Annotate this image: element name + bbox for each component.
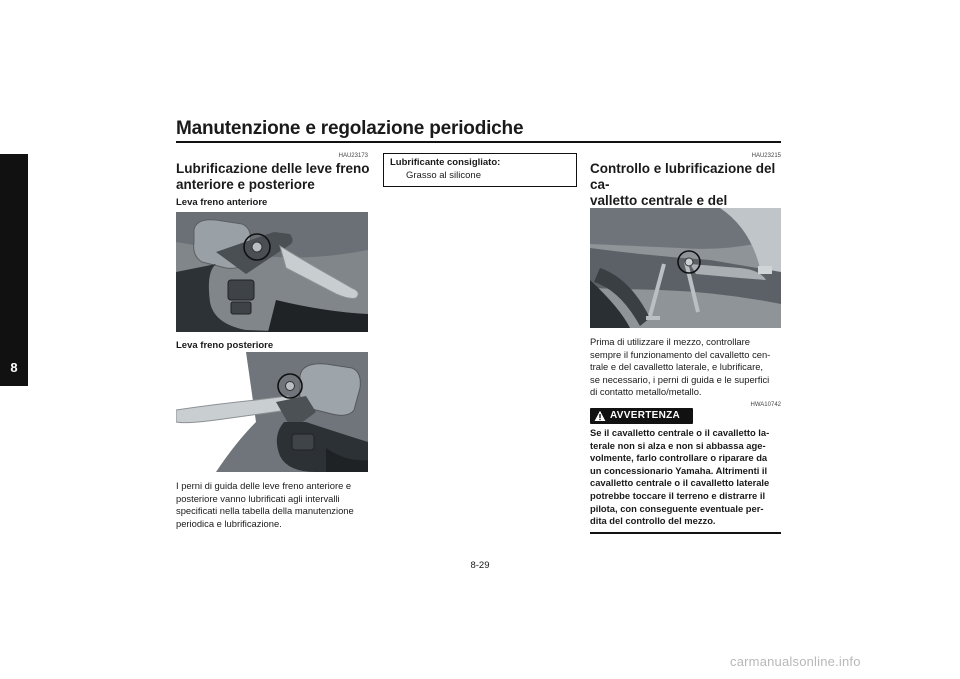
page-title: Manutenzione e regolazione periodiche [176, 118, 524, 139]
warning-line: pilota, con conseguente eventuale per- [590, 502, 764, 514]
paragraph-line: di contatto metallo/metallo. [590, 386, 702, 398]
heading-line: Lubrificazione delle leve freno [176, 161, 370, 176]
paragraph-line: posteriore vanno lubrificati agli intervalli [176, 492, 340, 504]
warning-line: cavalletto centrale o il cavalletto laterale [590, 477, 770, 489]
lubricant-box [383, 153, 577, 187]
paragraph-line: sempre il funzionamento del cavalletto cen- [590, 348, 771, 360]
warning-text [590, 427, 781, 528]
page-number: 8-29 [470, 560, 490, 571]
front-brake-lever-illustration [176, 212, 368, 332]
warning-label: AVVERTENZA [610, 410, 681, 421]
front-brake-lever-photo [176, 212, 368, 332]
lubricant-box-value: Grasso al silicone [406, 170, 481, 181]
heading-line: anteriore e posteriore [176, 177, 315, 192]
warning-badge [590, 408, 693, 424]
rear-lever-label: Leva freno posteriore [176, 340, 274, 351]
warning-triangle-icon [594, 410, 606, 422]
lever-paragraph [176, 480, 368, 530]
chapter-tab [0, 154, 28, 386]
chapter-number: 8 [10, 360, 18, 375]
rear-brake-lever-photo [176, 352, 368, 472]
title-rule [176, 141, 781, 143]
warning-line: un concessionario Yamaha. Altrimenti il [590, 464, 768, 476]
warning-code: HWA10742 [750, 402, 781, 408]
stand-illustration [590, 208, 781, 328]
warning-end-rule [590, 532, 781, 534]
front-lever-label: Leva freno anteriore [176, 197, 268, 208]
rear-brake-lever-illustration [176, 352, 368, 472]
section-heading [176, 161, 376, 193]
paragraph-line: periodica e lubrificazione. [176, 517, 282, 529]
lubricant-box-title: Lubrificante consigliato: [390, 157, 501, 168]
heading-line: Controllo e lubrificazione del ca- [590, 161, 776, 192]
warning-line: dita del controllo del mezzo. [590, 515, 716, 527]
stand-photo [590, 208, 781, 328]
warning-line: terale non si alza e non si abbassa age- [590, 439, 766, 451]
paragraph-line: I perni di guida delle leve freno anteriore e [176, 480, 352, 491]
heading-line: valletto centrale e del [590, 193, 728, 208]
paragraph-line: trale e del cavalletto laterale, e lubrificare, [590, 361, 764, 373]
warning-line: potrebbe toccare il terreno e distrarre il [590, 489, 766, 501]
stand-paragraph [590, 336, 781, 399]
watermark: carmanualsonline.info [730, 654, 861, 669]
paragraph-line: Prima di utilizzare il mezzo, controllare [590, 336, 750, 347]
warning-line: Se il cavalletto centrale o il cavalletto la- [590, 427, 770, 438]
paragraph-line: se necessario, i perni di guida e le superfici [590, 373, 770, 385]
warning-line: volmente, farlo controllare o riparare da [590, 452, 768, 464]
section-code: HAU23215 [751, 153, 781, 159]
section-code: HAU23173 [338, 153, 368, 159]
paragraph-line: specificati nella tabella della manutenzione [176, 505, 354, 517]
